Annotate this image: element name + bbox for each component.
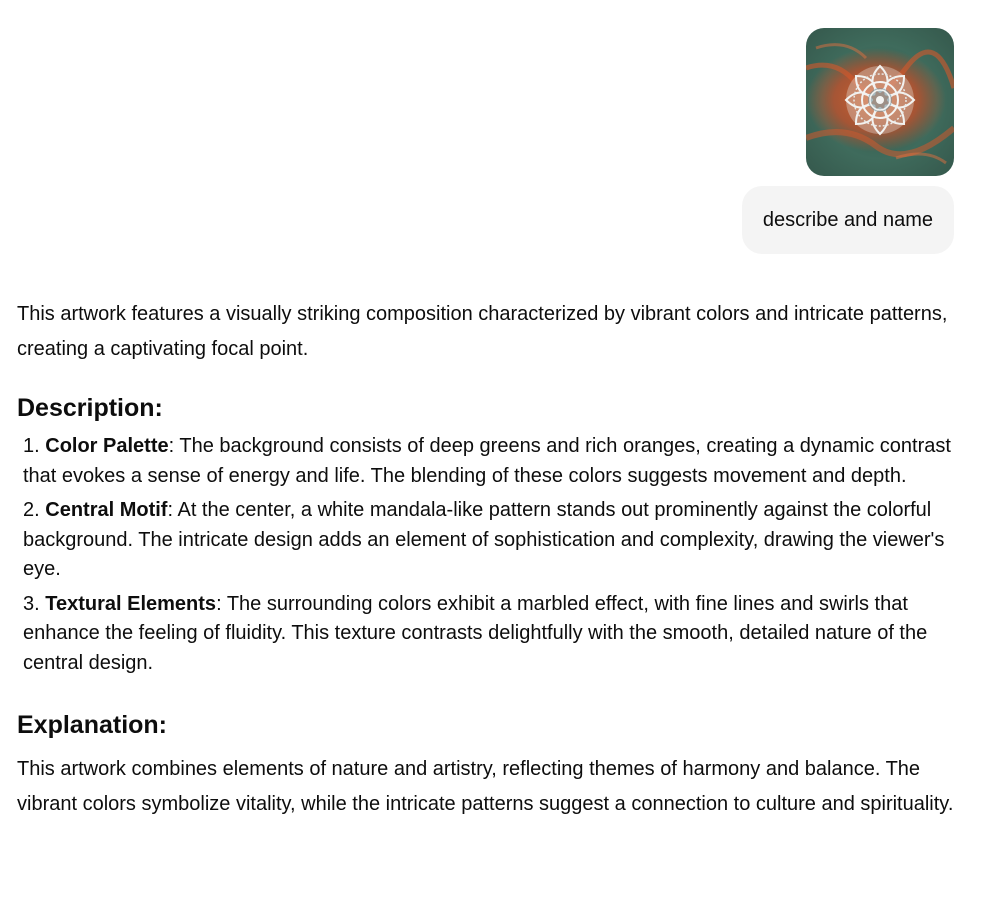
assistant-response bbox=[17, 297, 967, 822]
list-item-text: : The surrounding colors exhibit a marbled effect, with fine lines and swirls that enhance the feeling of fluidity. This texture contrasts delightfully with the smooth, detailed nature of the central design. bbox=[23, 592, 928, 674]
explanation-heading: Explanation: bbox=[17, 711, 168, 739]
list-item-number: 3. bbox=[23, 592, 40, 615]
user-prompt-text: describe and name bbox=[762, 209, 933, 231]
list-item-number: 1. bbox=[23, 435, 40, 457]
list-item-text: : The background consists of deep greens and rich oranges, creating a dynamic contrast that evokes a sense of energy and life. The blending of these colors suggests movement and depth. bbox=[23, 435, 951, 487]
list-item bbox=[23, 496, 967, 585]
explanation-paragraph: This artwork combines elements of nature and artistry, reflecting themes of harmony and balance. The vibrant colors symbolize vitality, while the intricate patterns suggest a connection to culture and spirituality. bbox=[17, 758, 954, 815]
intro-paragraph: This artwork features a visually striking composition characterized by vibrant colors and intricate patterns, creating a captivating focal point. bbox=[17, 303, 948, 360]
list-item-title: Textural Elements bbox=[45, 592, 217, 615]
list-item-title: Central Motif bbox=[45, 499, 168, 521]
user-message bbox=[742, 28, 954, 254]
description-heading: Description: bbox=[17, 394, 163, 422]
list-item bbox=[23, 590, 967, 679]
user-prompt-bubble bbox=[742, 186, 954, 254]
list-item-title: Color Palette bbox=[45, 435, 169, 457]
list-item-number: 2. bbox=[23, 499, 40, 521]
uploaded-artwork-image[interactable] bbox=[806, 28, 954, 176]
list-item-text: : At the center, a white mandala-like pattern stands out prominently against the colorful background. The intricate design adds an element of sophistication and complexity, drawing the viewer's eye. bbox=[23, 499, 945, 580]
list-item bbox=[23, 432, 967, 491]
description-list bbox=[17, 432, 967, 678]
